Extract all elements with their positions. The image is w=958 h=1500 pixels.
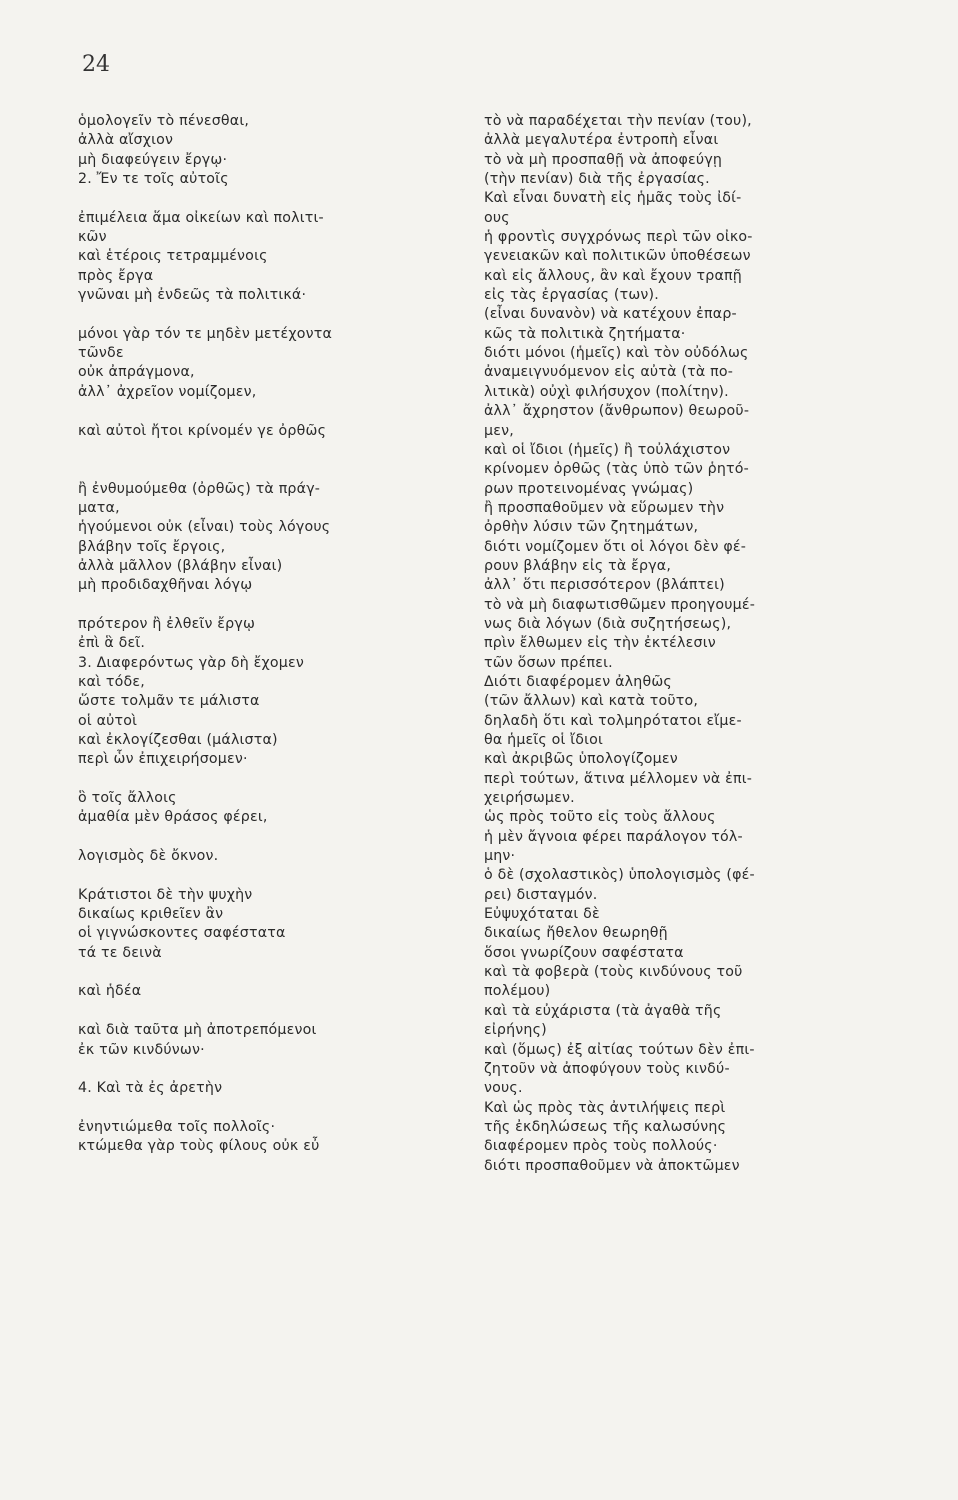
translation-text-line: Διότι διαφέρομεν ἀληθῶς	[484, 673, 672, 690]
translation-text-line: καὶ οἱ ἴδιοι (ἡμεῖς) ἢ τοὐλάχιστον	[484, 441, 731, 458]
translation-text-line: τὸ νὰ παραδέχεται τὴν πενίαν (του),	[484, 113, 752, 129]
line-gap	[78, 963, 473, 982]
translation-text-line: μεν,	[484, 422, 514, 439]
translation-text-line: πρὶν ἔλθωμεν εἰς τὴν ἐκτέλεσιν	[484, 635, 716, 652]
greek-text-line: γνῶναι μὴ ἐνδεῶς τὰ πολιτικά·	[78, 287, 307, 304]
greek-text-line: καὶ αὐτοὶ ἤτοι κρίνομέν γε ὀρθῶς	[78, 422, 327, 439]
translation-text-line: ἀλλ᾽ ὅτι περισσότερον (βλάπτει)	[484, 577, 725, 594]
greek-text-line: ἢ ἐνθυμούμεθα (ὀρθῶς) τὰ πράγ-	[78, 480, 321, 497]
greek-text-line: οἱ αὐτοὶ	[78, 712, 138, 729]
translation-text-line: ὡς πρὸς τοῦτο εἰς τοὺς ἄλλους	[484, 809, 716, 826]
translation-text-line: ἀναμειγνυόμενον εἰς αὐτὰ (τὰ πο-	[484, 364, 734, 381]
greek-text-line: καὶ ἡδέα	[78, 983, 142, 1000]
translation-text-line: νως διὰ λόγων (διὰ συζητήσεως),	[484, 615, 732, 632]
line-gap	[78, 402, 473, 421]
greek-text-line: ἡγούμενοι οὐκ (εἶναι) τοὺς λόγους	[78, 519, 331, 536]
translation-text-line: καὶ εἰς ἄλλους, ἂν καὶ ἔχουν τραπῇ	[484, 267, 742, 284]
translation-text-line: κῶς τὰ πολιτικὰ ζητήματα·	[484, 325, 686, 342]
greek-text-line: ἀλλὰ μᾶλλον (βλάβην εἶναι)	[78, 557, 283, 574]
line-gap	[78, 189, 473, 208]
translation-text-line: κρίνομεν ὀρθῶς (τὰς ὑπὸ τῶν ῥητό-	[484, 461, 749, 478]
greek-text-line: λογισμὸς δὲ ὄκνον.	[78, 848, 219, 865]
translation-text-line: ἀλλὰ μεγαλυτέρα ἐντροπὴ εἶναι	[484, 132, 719, 149]
greek-text-line: μὴ διαφεύγειν ἔργῳ·	[78, 151, 228, 168]
greek-text-line: κτώμεθα γὰρ τοὺς φίλους οὐκ εὖ	[78, 1138, 320, 1155]
line-gap	[78, 596, 473, 615]
translation-text-line: ἢ προσπαθοῦμεν νὰ εὕρωμεν τὴν	[484, 499, 725, 516]
greek-text-line: μὴ προδιδαχθῆναι λόγῳ	[78, 577, 253, 594]
line-gap	[78, 441, 473, 460]
greek-text-line: τῶνδε	[78, 345, 124, 362]
translation-text-line: τῆς ἐκδηλώσεως τῆς καλωσύνης	[484, 1118, 727, 1135]
line-gap	[78, 460, 473, 479]
translation-text-line: ρει) δισταγμόν.	[484, 886, 598, 903]
greek-text-line: περὶ ὧν ἐπιχειρήσομεν·	[78, 751, 248, 768]
line-gap	[78, 770, 473, 789]
greek-text-line: 2. Ἔν τε τοῖς αὐτοῖς	[78, 171, 229, 188]
translation-text-line: (εἶναι δυνανὸν) νὰ κατέχουν ἐπαρ-	[484, 306, 737, 323]
translation-text-line: διαφέρομεν πρὸς τοὺς πολλούς·	[484, 1138, 718, 1155]
greek-text-line: ἀμαθία μὲν θράσος φέρει,	[78, 809, 268, 826]
greek-text-line: καὶ διὰ ταῦτα μὴ ἀποτρεπόμενοι	[78, 1022, 317, 1039]
translation-text-line: διότι νομίζομεν ὅτι οἱ λόγοι δὲν φέ-	[484, 538, 747, 555]
greek-text-line: 4. Καὶ τὰ ἐς ἀρετὴν	[78, 1080, 223, 1097]
line-gap	[78, 828, 473, 847]
greek-text-line: ἀλλὰ αἴσχιον	[78, 132, 174, 149]
translation-text-line: ἡ φροντὶς συγχρόνως περὶ τῶν οἰκο-	[484, 229, 753, 246]
greek-text-line: μόνοι γὰρ τόν τε μηδὲν μετέχοντα	[78, 325, 333, 342]
translation-text-line: πολέμου)	[484, 983, 551, 1000]
translation-text-line: καὶ ἀκριβῶς ὑπολογίζομεν	[484, 751, 678, 768]
translation-text-line: περὶ τούτων, ἅτινα μέλλομεν νὰ ἐπι-	[484, 770, 753, 787]
greek-text-line: τά τε δεινὰ	[78, 944, 162, 961]
greek-text-line: πρότερον ἢ ἐλθεῖν ἔργῳ	[78, 615, 256, 632]
greek-text-line: 3. Διαφερόντως γὰρ δὴ ἔχομεν	[78, 654, 305, 671]
translation-text-line: μην·	[484, 848, 516, 865]
translation-text-line: ους	[484, 209, 510, 226]
greek-text-line: οὐκ ἀπράγμονα,	[78, 364, 195, 381]
translation-text-line: ρουν βλάβην εἰς τὰ ἔργα,	[484, 557, 672, 574]
line-gap	[78, 1099, 473, 1118]
translation-text-line: ζητοῦν νὰ ἀποφύγουν τοὺς κινδύ-	[484, 1060, 730, 1077]
translation-text-line: γενειακῶν καὶ πολιτικῶν ὑποθέσεων	[484, 248, 751, 265]
greek-text-line: ἐπιμέλεια ἅμα οἰκείων καὶ πολιτι-	[78, 209, 324, 226]
greek-text-line: βλάβην τοῖς ἔργοις,	[78, 538, 226, 555]
translation-text-line: διότι μόνοι (ἡμεῖς) καὶ τὸν οὐδόλως	[484, 345, 749, 362]
greek-text-line: ἐπὶ ἃ δεῖ.	[78, 635, 146, 652]
translation-text-line: τῶν ὅσων πρέπει.	[484, 654, 613, 671]
translation-text-line: λιτικὰ) οὐχὶ φιλήσυχον (πολίτην).	[484, 383, 729, 400]
translation-text-line: νους.	[484, 1080, 523, 1097]
greek-text-line: ματα,	[78, 499, 120, 516]
greek-text-line: καὶ ἑτέροις τετραμμένοις	[78, 248, 268, 265]
greek-text-line: ὁμολογεῖν τὸ πένεσθαι,	[78, 113, 250, 129]
greek-text-line: ὥστε τολμᾶν τε μάλιστα	[78, 693, 260, 710]
greek-text-line: πρὸς ἔργα	[78, 267, 154, 284]
translation-text-line: καὶ τὰ εὐχάριστα (τὰ ἀγαθὰ τῆς	[484, 1002, 722, 1019]
translation-text-line: διότι προσπαθοῦμεν νὰ ἀποκτῶμεν	[484, 1157, 740, 1174]
translation-text-line: ὁ δὲ (σχολαστικὸς) ὑπολογισμὸς (φέ-	[484, 867, 755, 884]
translation-text-line: ἡ μὲν ἄγνοια φέρει παράλογον τόλ-	[484, 828, 743, 845]
translation-text-line: (τὴν πενίαν) διὰ τῆς ἐργασίας.	[484, 171, 710, 188]
translation-text-line: Καὶ εἶναι δυνατὴ εἰς ἡμᾶς τοὺς ἰδί-	[484, 190, 742, 207]
greek-text-line: καὶ τόδε,	[78, 673, 145, 690]
line-gap	[78, 305, 473, 324]
line-gap	[78, 866, 473, 885]
translation-text-line: (τῶν ἄλλων) καὶ κατὰ τοῦτο,	[484, 693, 699, 710]
translation-text-line: ρων προτεινομένας γνώμας)	[484, 480, 694, 497]
translation-text-line: Εὐψυχόταται δὲ	[484, 906, 600, 923]
translation-text-line: χειρήσωμεν.	[484, 790, 575, 807]
translation-text-line: καὶ τὰ φοβερὰ (τοὺς κινδύνους τοῦ	[484, 964, 743, 981]
greek-original-column	[78, 112, 473, 1157]
greek-text-line: ἐνηντιώμεθα τοῖς πολλοῖς·	[78, 1118, 276, 1135]
translation-text-line: ὀρθὴν λύσιν τῶν ζητημάτων,	[484, 519, 699, 536]
translation-text-line: δικαίως ἤθελον θεωρηθῇ	[484, 925, 668, 942]
translation-text-line: δηλαδὴ ὅτι καὶ τολμηρότατοι εἴμε-	[484, 712, 742, 729]
greek-text-line: Κράτιστοι δὲ τὴν ψυχὴν	[78, 886, 253, 903]
greek-text-line: καὶ ἐκλογίζεσθαι (μάλιστα)	[78, 732, 278, 748]
page-number: 24	[82, 52, 110, 77]
greek-text-line: οἱ γιγνώσκοντες σαφέστατα	[78, 925, 286, 942]
translation-text-line: καὶ (ὅμως) ἐξ αἰτίας τούτων δὲν ἐπι-	[484, 1041, 755, 1058]
greek-text-line: ἀλλ᾽ ἀχρεῖον νομίζομεν,	[78, 383, 257, 400]
translation-text-line: εἰρήνης)	[484, 1022, 547, 1039]
greek-text-line: δικαίως κριθεῖεν ἂν	[78, 906, 224, 923]
translation-text-line: τὸ νὰ μὴ προσπαθῇ νὰ ἀποφεύγῃ	[484, 151, 723, 168]
line-gap	[78, 1002, 473, 1021]
greek-text-line: ἐκ τῶν κινδύνων·	[78, 1041, 205, 1058]
translation-text-line: τὸ νὰ μὴ διαφωτισθῶμεν προηγουμέ-	[484, 596, 756, 613]
translation-text-line: ὅσοι γνωρίζουν σαφέστατα	[484, 944, 684, 961]
translation-text-line: εἰς τὰς ἐργασίας (των).	[484, 287, 659, 304]
translation-text-line: θα ἡμεῖς οἱ ἴδιοι	[484, 732, 604, 748]
translation-text-line: Καὶ ὡς πρὸς τὰς ἀντιλήψεις περὶ	[484, 1099, 726, 1116]
greek-text-line: ὃ τοῖς ἄλλοις	[78, 790, 177, 807]
translation-text-line: ἀλλ᾽ ἄχρηστον (ἄνθρωπον) θεωροῦ-	[484, 403, 750, 420]
modern-greek-translation-column	[484, 112, 904, 1176]
line-gap	[78, 1060, 473, 1079]
greek-text-line: κῶν	[78, 229, 107, 246]
